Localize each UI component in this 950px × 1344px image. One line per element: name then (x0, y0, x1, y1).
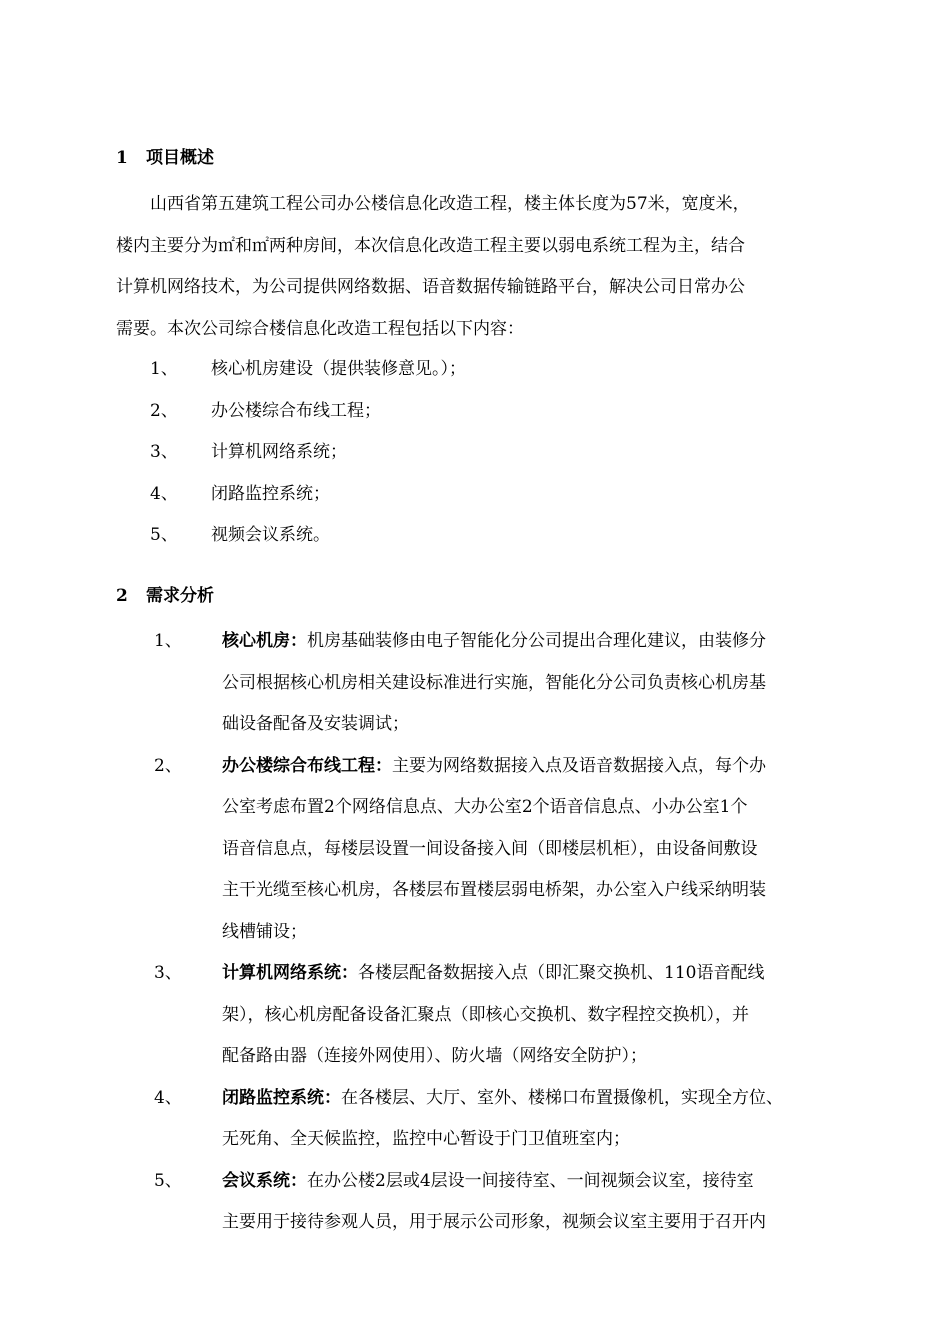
list-item-marker: 4、 (150, 483, 178, 504)
requirement-item (150, 746, 850, 954)
intro-line: 山西省第五建筑工程公司办公楼信息化改造工程，楼主体长度为57米，宽度米， (150, 194, 750, 214)
requirement-line: 线槽铺设； (222, 921, 307, 942)
requirement-line: 配备路由器（连接外网使用）、防火墙（网络安全防护）； (222, 1046, 647, 1066)
requirement-title: 办公楼综合布线工程： (222, 755, 392, 776)
requirement-text: 主要为网络数据接入点及语音数据接入点，每个办 (392, 755, 766, 776)
section-1-number: 1 (116, 148, 128, 168)
requirement-text: 各楼层配备数据接入点（即汇聚交换机、110语音配线 (358, 963, 765, 983)
section-2-requirements-list (150, 621, 850, 1244)
requirement-title: 会议系统： (222, 1170, 307, 1191)
requirement-line: 无死角、全天候监控，监控中心暂设于门卫值班室内； (222, 1129, 630, 1149)
list-item (150, 391, 466, 433)
requirement-line: 主要用于接待参观人员，用于展示公司形象，视频会议室主要用于召开内 (222, 1212, 766, 1232)
section-2-title: 需求分析 (146, 586, 214, 606)
requirement-title: 闭路监控系统： (222, 1087, 341, 1108)
requirement-line: 语音信息点，每楼层设置一间设备接入间（即楼层机柜），由设备间敷设 (222, 838, 758, 859)
list-item-text: 计算机网络系统； (211, 442, 347, 462)
requirement-item (150, 1078, 850, 1161)
intro-line: 楼内主要分为㎡和㎡两种房间，本次信息化改造工程主要以弱电系统工程为主，结合 (116, 235, 745, 256)
requirement-marker: 1、 (154, 631, 182, 651)
requirement-body (222, 746, 850, 954)
section-2-number: 2 (116, 586, 128, 606)
requirement-body (222, 621, 850, 746)
section-1-title: 项目概述 (146, 148, 214, 168)
list-item (150, 349, 466, 391)
list-item-marker: 1、 (150, 359, 178, 379)
list-item-marker: 3、 (150, 442, 178, 462)
intro-line: 计算机网络技术，为公司提供网络数据、语音数据传输链路平台，解决公司日常办公 (116, 277, 745, 297)
requirement-title: 核心机房： (222, 631, 307, 651)
requirement-line: 础设备配备及安装调试； (222, 714, 409, 734)
section-1-heading (116, 146, 214, 170)
requirement-marker: 3、 (154, 963, 182, 983)
section-2-heading (116, 584, 214, 608)
requirement-item (150, 1161, 850, 1244)
list-item (150, 432, 466, 474)
requirement-body (222, 953, 850, 1078)
section-1-list (150, 349, 466, 557)
requirement-marker: 4、 (154, 1087, 182, 1108)
requirement-item (150, 953, 850, 1078)
requirement-marker: 5、 (154, 1170, 182, 1191)
requirement-line: 公室考虑布置2个网络信息点、大办公室2个语音信息点、小办公室1个 (222, 797, 748, 817)
list-item-marker: 2、 (150, 400, 178, 421)
list-item-text: 闭路监控系统； (211, 483, 330, 504)
requirement-body (222, 1078, 850, 1161)
list-item (150, 515, 466, 557)
requirement-text: 在各楼层、大厅、室外、楼梯口布置摄像机，实现全方位、 (341, 1087, 783, 1108)
list-item-text: 办公楼综合布线工程； (211, 400, 381, 421)
intro-line: 需要。本次公司综合楼信息化改造工程包括以下内容： (116, 318, 524, 339)
list-item-text: 核心机房建设（提供装修意见。）； (211, 359, 466, 379)
requirement-title: 计算机网络系统： (222, 963, 358, 983)
section-1-intro-paragraph (116, 184, 846, 350)
requirement-body (222, 1161, 850, 1244)
requirement-text: 机房基础装修由电子智能化分公司提出合理化建议，由装修分 (307, 631, 766, 651)
list-item-marker: 5、 (150, 525, 178, 545)
requirement-line: 公司根据核心机房相关建设标准进行实施，智能化分公司负责核心机房基 (222, 672, 766, 693)
list-item (150, 474, 466, 516)
requirement-marker: 2、 (154, 755, 182, 776)
requirement-line: 主干光缆至核心机房，各楼层布置楼层弱电桥架，办公室入户线采纳明装 (222, 880, 766, 900)
requirement-text: 在办公楼2层或4层设一间接待室、一间视频会议室，接待室 (307, 1170, 754, 1191)
list-item-text: 视频会议系统。 (211, 525, 330, 545)
requirement-item (150, 621, 850, 746)
requirement-line: 架），核心机房配备设备汇聚点（即核心交换机、数字程控交换机），并 (222, 1004, 749, 1025)
